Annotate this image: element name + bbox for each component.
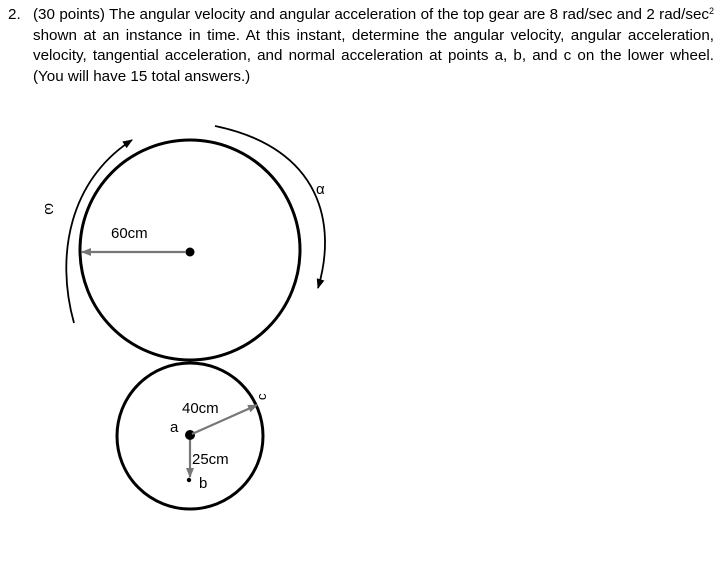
point-a-dot [185,430,195,440]
alpha-arrow [215,126,325,288]
top-radius-label: 60cm [111,225,148,242]
point-b-dot [187,478,191,482]
lower-inner-radius-label: 25cm [192,451,229,468]
point-b-label: b [199,475,208,492]
alpha-label: α [316,181,325,198]
problem-text-part2: shown at an instance in time. At this instant, determine the angular velocity, angular acceleration, velocity, tangential acceleration, and normal acceleration at points a, b, and c on the lower wheel. (You will have 15 total answers.) [33,26,714,85]
top-gear-center [186,248,195,257]
problem-number: 2. [8,6,21,23]
point-c-label: c [254,393,269,400]
lower-outer-radius-label: 40cm [182,400,219,417]
problem-text-part1: (30 points) The angular velocity and angular acceleration of the top gear are 8 rad/sec and 2 rad/sec [33,6,709,23]
point-a-label: a [170,419,179,436]
problem-text-superscript: 2 [708,6,714,16]
omega-label: ω [41,203,58,215]
